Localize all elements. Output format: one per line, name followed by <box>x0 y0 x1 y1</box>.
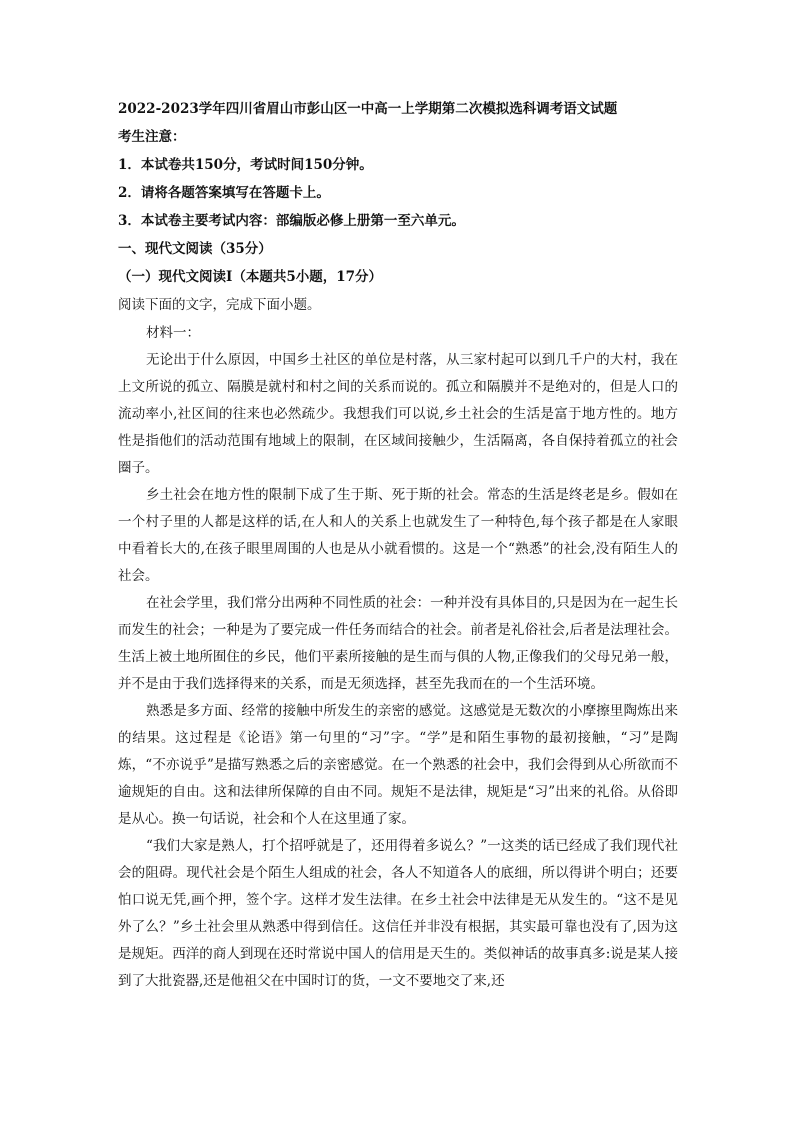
material-label: 材料一： <box>146 325 200 341</box>
passage-paragraph: 乡土社会在地方性的限制下成了生于斯、死于斯的社会。常态的生活是终老是乡。假如在一个村子里的人都是这样的话,在人和人的关系上也就发生了一种特色,每个孩子都是在人家眼中看着长大的,在孩子眼里周围的人也是从小就看惯的。这是一个“熟悉”的社会,没有陌生人的社会。 <box>118 487 678 584</box>
notice-item: 2．请将各题答案填写在答题卡上。 <box>118 185 330 201</box>
section-heading: 一、现代文阅读（35分） <box>118 241 272 257</box>
passage-paragraph: “我们大家是熟人，打个招呼就是了，还用得着多说么？”一这类的话已经成了我们现代社会的阻碍。现代社会是个陌生人组成的社会，各人不知道各人的底细，所以得讲个明白；还要怕口说无凭,画个押，签个字。这样才发生法律。在乡土社会中法律是无从发生的。“这不是见外了么？”乡土社会里从熟悉中得到信任。这信任并非没有根据，其实最可靠也没有了,因为这是规矩。西洋的商人到现在还时常说中国人的信用是天生的。类似神话的故事真多:说是某人接到了大批瓷器,还是他祖父在中国时订的货，一文不要地交了来,还 <box>118 838 678 989</box>
passage-paragraph: 熟悉是多方面、经常的接触中所发生的亲密的感觉。这感觉是无数次的小摩擦里陶炼出来的结果。这过程是《论语》第一句里的“习”字。“学”是和陌生事物的最初接触，“习”是陶炼，“不亦说乎”是描写熟悉之后的亲密感觉。在一个熟悉的社会中，我们会得到从心所欲而不逾规矩的自由。这和法律所保障的自由不同。规矩不是法律，规矩是“习”出来的礼俗。从俗即是从心。换一句话说，社会和个人在这里通了家。 <box>118 703 678 827</box>
notice-item: 3．本试卷主要考试内容：部编版必修上册第一至六单元。 <box>118 213 465 229</box>
exam-title: 2022-2023学年四川省眉山市彭山区一中高一上学期第二次模拟选科调考语文试题 <box>118 101 618 117</box>
reading-instruction: 阅读下面的文字，完成下面小题。 <box>118 297 321 313</box>
subsection-heading: （一）现代文阅读Ⅰ（本题共5小题，17分） <box>118 269 382 285</box>
notice-heading: 考生注意： <box>118 129 186 145</box>
passage-paragraph: 无论出于什么原因，中国乡土社区的单位是村落，从三家村起可以到几千户的大村，我在上文所说的孤立、隔膜是就村和村之间的关系而说的。孤立和隔膜并不是绝对的，但是人口的流动率小,社区间的往来也必然疏少。我想我们可以说,乡土社会的生活是富于地方性的。地方性是指他们的活动范围有地域上的限制，在区域间接触少，生活隔离，各自保持着孤立的社会圈子。 <box>118 352 678 476</box>
passage-paragraph: 在社会学里，我们常分出两种不同性质的社会：一种并没有具体目的,只是因为在一起生长而发生的社会；一种是为了要完成一件任务而结合的社会。前者是礼俗社会,后者是法理社会。生活上被土地所囿住的乡民，他们平素所接触的是生而与俱的人物,正像我们的父母兄弟一般，并不是由于我们选择得来的关系，而是无须选择，甚至先我而在的一个生活环境。 <box>118 595 678 692</box>
notice-item: 1．本试卷共150分，考试时间150分钟。 <box>118 157 373 173</box>
document-page <box>118 95 678 995</box>
